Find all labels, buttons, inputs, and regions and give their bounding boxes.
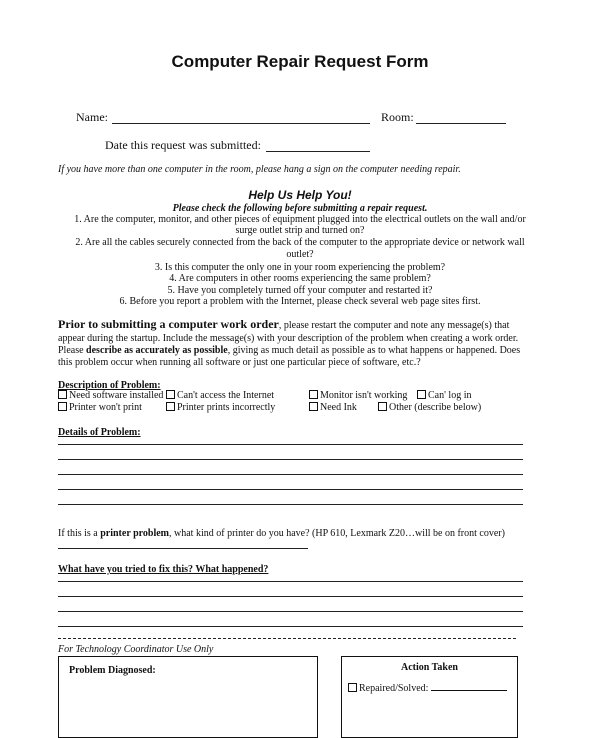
date-field[interactable] (266, 151, 370, 152)
checkbox-icon[interactable] (378, 402, 387, 411)
checkbox-label: Can' log in (428, 390, 472, 401)
checkbox-monitor-not-working[interactable] (309, 390, 407, 402)
problem-diagnosed-label: Problem Diagnosed: (69, 665, 156, 676)
checkbox-icon[interactable] (309, 402, 318, 411)
checkbox-other[interactable] (378, 402, 481, 414)
prior-line-3-bold: describe as accurately as possible (86, 345, 228, 356)
checkbox-cant-log-in[interactable] (417, 390, 471, 402)
details-line[interactable] (58, 504, 523, 505)
checkbox-icon[interactable] (58, 390, 67, 399)
checkbox-label: Can't access the Internet (177, 390, 275, 401)
help-item: 6. Before you report a problem with the Internet, please check several web page sites first. (119, 296, 481, 307)
help-item: 1. Are the computer, monitor, and other pieces of equipment plugged into the electrical outlets on the wall and/or (74, 214, 526, 225)
help-item: 2. Are all the cables securely connected from the back of the computer to the appropriate device or network wall (75, 237, 525, 248)
checkbox-label: Repaired/Solved: (359, 683, 429, 694)
prior-line-2: appear during the startup. Include the message(s) with your description of the problem when creating a work order. (58, 333, 519, 344)
checkbox-label: Other (describe below) (389, 402, 482, 413)
date-label: Date this request was submitted: (105, 138, 261, 152)
checkbox-printer-prints-incorrectly[interactable] (166, 402, 275, 414)
checkbox-icon[interactable] (417, 390, 426, 399)
cut-line (58, 638, 516, 639)
help-heading: Help Us Help You! (248, 188, 352, 202)
help-item: 5. Have you completely turned off your computer and restarted it? (167, 285, 433, 296)
checkbox-label: Need software installed (69, 390, 164, 401)
help-item: surge outlet strip and turned on? (235, 225, 365, 236)
details-line[interactable] (58, 489, 523, 490)
prior-line-3-post: , giving as much detail as possible as to what happens or happened. Does (227, 345, 521, 356)
printer-question (58, 528, 505, 540)
form-title: Computer Repair Request Form (171, 52, 429, 71)
checkbox-need-software[interactable] (58, 390, 163, 402)
help-item: 3. Is this computer the only one in your room experiencing the problem? (154, 262, 446, 273)
prior-line-3-pre: Please (58, 345, 87, 356)
sign-note: If you have more than one computer in the room, please hang a sign on the computer needing repair. (58, 164, 461, 175)
name-label: Name: (76, 110, 108, 124)
room-label: Room: (381, 110, 414, 124)
prior-lead-rest: , please restart the computer and note any message(s) that (278, 320, 510, 331)
prior-line-1 (58, 319, 548, 332)
checkbox-repaired-solved[interactable] (348, 683, 507, 695)
printer-question-bold: printer problem (100, 528, 170, 539)
details-line[interactable] (58, 444, 523, 445)
checkbox-printer-wont-print[interactable] (58, 402, 142, 414)
checkbox-cant-access-internet[interactable] (166, 390, 274, 402)
description-heading: Description of Problem: (58, 380, 161, 391)
prior-line-4: this problem occur when running all software or just one particular piece of software, etc.? (58, 357, 421, 368)
help-item: outlet? (286, 249, 314, 260)
details-heading: Details of Problem: (58, 427, 141, 438)
checkbox-label: Need Ink (320, 402, 357, 413)
checkbox-label: Printer won't print (69, 402, 142, 413)
help-subheading: Please check the following before submitting a repair request. (172, 203, 428, 214)
checkbox-label: Printer prints incorrectly (177, 402, 276, 413)
problem-diagnosed-box[interactable] (58, 656, 318, 738)
printer-question-post: , what kind of printer do you have? (HP 610, Lexmark Z20…will be on front cover) (169, 528, 505, 539)
prior-line-3 (58, 345, 520, 357)
checkbox-need-ink[interactable] (309, 402, 357, 414)
name-field[interactable] (112, 123, 370, 124)
checkbox-icon[interactable] (309, 390, 318, 399)
printer-field[interactable] (58, 548, 308, 549)
repaired-field[interactable] (431, 690, 507, 691)
tried-heading: What have you tried to fix this? What happened? (58, 564, 269, 575)
tried-line[interactable] (58, 626, 523, 627)
checkbox-icon[interactable] (58, 402, 67, 411)
action-taken-box[interactable] (341, 656, 518, 738)
details-line[interactable] (58, 474, 523, 475)
help-item: 4. Are computers in other rooms experiencing the same problem? (169, 273, 431, 284)
action-taken-label: Action Taken (401, 662, 458, 673)
checkbox-icon[interactable] (166, 402, 175, 411)
coordinator-note: For Technology Coordinator Use Only (58, 644, 214, 655)
checkbox-label: Monitor isn't working (320, 390, 408, 401)
checkbox-icon[interactable] (166, 390, 175, 399)
tried-line[interactable] (58, 611, 523, 612)
details-line[interactable] (58, 459, 523, 460)
tried-line[interactable] (58, 581, 523, 582)
prior-lead: Prior to submitting a computer work order (58, 317, 279, 331)
checkbox-icon[interactable] (348, 683, 357, 692)
tried-line[interactable] (58, 596, 523, 597)
room-field[interactable] (416, 123, 506, 124)
printer-question-pre: If this is a (58, 528, 101, 539)
